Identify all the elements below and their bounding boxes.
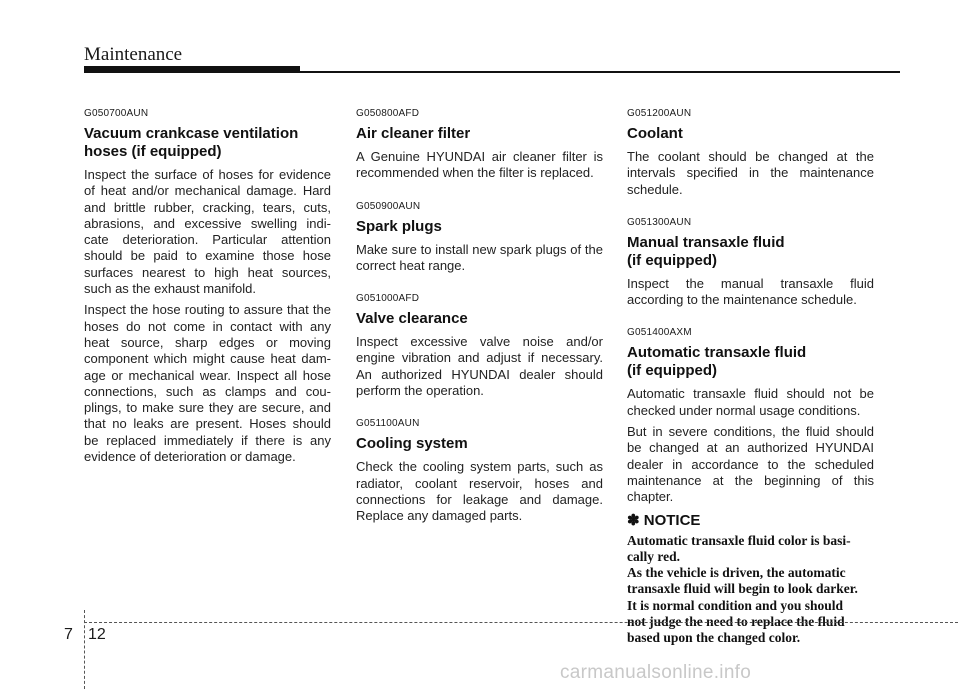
paragraph: Automatic transaxle fluid should not be checked under normal usage conditions. bbox=[627, 386, 874, 418]
section-heading: Valve clearance bbox=[356, 310, 468, 328]
section-code: G051100AUN bbox=[356, 418, 420, 430]
header-bar bbox=[84, 66, 300, 73]
section-heading: Spark plugs bbox=[356, 217, 442, 235]
notice-line: Automatic transaxle fluid color is basi- bbox=[627, 532, 851, 548]
notice-title: ✽ NOTICE bbox=[627, 511, 701, 529]
chapter-number: 7 bbox=[64, 626, 73, 643]
column-1 bbox=[84, 108, 331, 470]
heading-line: Vacuum crankcase ventilation bbox=[84, 125, 299, 142]
heading-line: hoses (if equipped) bbox=[84, 143, 222, 160]
column-2 bbox=[356, 108, 603, 530]
section-code: G051200AUN bbox=[627, 108, 692, 119]
paragraph: Inspect excessive valve noise and/or engine vibration and adjust if necessary. An authorized HYUNDAI dealer should perform the operation. bbox=[356, 334, 603, 399]
paragraph: Inspect the hose routing to assure that the hoses do not come in contact with any heat source, sharp edges or moving component which might cause heat dam-age or mechanical wear. Inspect all hose connections, such as clamps and cou-plings, to make sure they are secure, and that no leaks are present. Hoses should be replaced immediately if there is any evidence of deterioration or damage. bbox=[84, 302, 331, 465]
paragraph: Check the cooling system parts, such as radiator, coolant reservoir, hoses and connections for leakage and damage. Replace any damaged parts. bbox=[356, 459, 603, 524]
notice-body bbox=[627, 533, 874, 647]
paragraph: A Genuine HYUNDAI air cleaner filter is recommended when the filter is replaced. bbox=[356, 149, 603, 181]
heading-line: Automatic transaxle fluid bbox=[627, 344, 807, 362]
footer-rule bbox=[84, 622, 958, 623]
watermark: carmanualsonline.info bbox=[560, 662, 752, 683]
header-rule bbox=[300, 71, 900, 73]
paragraph: Make sure to install new spark plugs of the correct heat range. bbox=[356, 241, 603, 273]
notice-line: based upon the changed color. bbox=[627, 630, 801, 646]
notice-line: It is normal condition and you should bbox=[627, 597, 844, 613]
section-heading: Air cleaner filter bbox=[356, 125, 471, 142]
heading-line: (if equipped) bbox=[627, 251, 717, 269]
heading-line: Manual transaxle fluid bbox=[627, 233, 785, 251]
page-number: 12 bbox=[88, 626, 106, 643]
section-code: G050800AFD bbox=[356, 108, 420, 119]
notice-line: As the vehicle is driven, the automatic bbox=[627, 565, 846, 581]
column-3 bbox=[627, 108, 874, 647]
section-code: G051300AUN bbox=[627, 216, 692, 228]
notice-line: not judge the need to replace the fluid bbox=[627, 614, 845, 630]
footer-divider bbox=[84, 610, 85, 689]
section-code: G050900AUN bbox=[356, 200, 421, 212]
paragraph: The coolant should be changed at the intervals specified in the maintenance schedule. bbox=[627, 149, 874, 197]
section-code: G051400AXM bbox=[627, 327, 692, 339]
notice-line: cally red. bbox=[627, 548, 680, 564]
section-code: G050700AUN bbox=[84, 108, 149, 119]
section-heading: Coolant bbox=[627, 125, 683, 142]
section-title: Maintenance bbox=[84, 44, 183, 65]
section-heading bbox=[627, 344, 874, 380]
paragraph: Inspect the manual transaxle fluid according to the maintenance schedule. bbox=[627, 275, 874, 308]
heading-line: (if equipped) bbox=[627, 362, 717, 380]
section-heading: Cooling system bbox=[356, 435, 468, 453]
section-code: G051000AFD bbox=[356, 293, 420, 305]
section-heading bbox=[627, 234, 874, 270]
paragraph: Inspect the surface of hoses for evidence of heat and/or mechanical damage. Hard and brittle rubber, cracking, tears, cuts, abrasions, and excessive swelling indi-cate deterioration. Particular attention should be paid to examine those hose surfaces nearest to high heat sources, such as the exhaust manifold. bbox=[84, 167, 331, 297]
paragraph: But in severe conditions, the fluid should be changed at an authorized HYUNDAI dealer in accordance to the scheduled maintenance at the beginning of this chapter. bbox=[627, 424, 874, 505]
notice-line: transaxle fluid will begin to look darker. bbox=[627, 581, 858, 597]
section-heading bbox=[84, 125, 331, 161]
